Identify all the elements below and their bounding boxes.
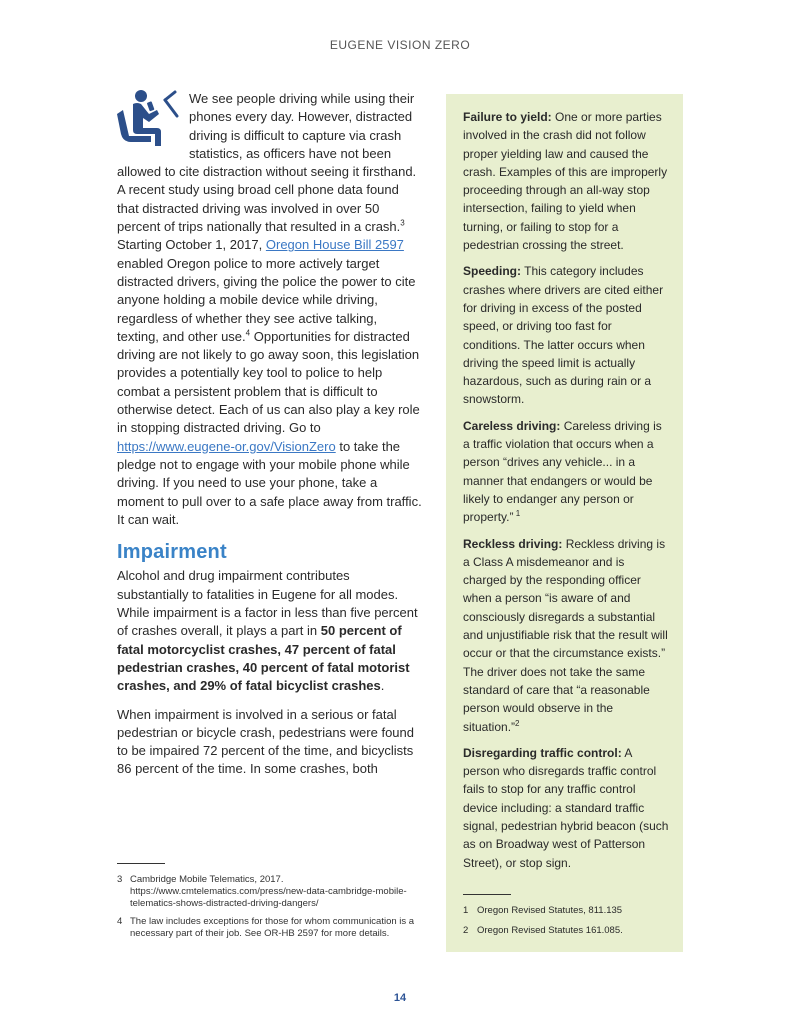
footnote-item: [117, 874, 422, 910]
footnote-divider: [463, 894, 511, 895]
impairment-heading: Impairment: [117, 541, 227, 564]
definition-term: Speeding:: [463, 264, 522, 279]
definition-text: One or more parties involved in the crash did not follow proper yielding law and caused the crash. Examples of this are improperly proceeding through an all-way stop intersection, failing to yield when turning, or failing to stop for a pedestrian crossing the street.: [463, 110, 668, 253]
text-run: Opportunities for distracted driving are not likely to go away soon, this legislation provides a potentially key tool to police to help combat a persistent problem that is difficult to otherwise detect. Each of us can also play a key role in stopping distracted driving. Go to: [117, 328, 420, 436]
text-run: to take the pledge not to engage with your mobile phone while driving. If you need to use your phone, take a moment to pull over to a safe place away from traffic. It can wait.: [117, 438, 422, 527]
footnote-number: 1: [463, 904, 469, 916]
definition-careless-driving: [463, 417, 671, 527]
distracted-driver-icon: [115, 88, 185, 150]
definition-disregarding-traffic-control: [463, 744, 671, 872]
definition-failure-to-yield: [463, 108, 671, 254]
impairment-paragraph: [117, 567, 422, 695]
footnote-text: Cambridge Mobile Telematics, 2017. https://www.cmtelematics.com/press/new-data-cambridge-mobile-telematics-shows-distracted-driving-dangers/: [130, 874, 407, 909]
text-run: We see people driving while using their phones every day. However, distracted driving is difficult to capture via crash statistics, as officers have not been allowed to cite distraction without seeing it firsthand. A recent study using broad cell phone data found that distracted driving was involved in over 50 percent of trips nationally that resulted in a crash.: [117, 91, 417, 235]
definition-reckless-driving: [463, 535, 671, 736]
footnote-text: The law includes exceptions for those for whom communication is a necessary part of their job. See OR-HB 2597 for more details.: [130, 916, 415, 939]
distracted-driving-paragraph: [117, 90, 422, 529]
footnote-divider: [117, 863, 165, 864]
footnote-ref-3[interactable]: 3: [400, 218, 405, 228]
footnote-ref-1[interactable]: 1: [513, 509, 521, 519]
footnote-text: Oregon Revised Statutes 161.085.: [477, 924, 623, 936]
vision-zero-pledge-link[interactable]: https://www.eugene-or.gov/VisionZero: [117, 438, 336, 454]
sidebar-footnotes: [463, 894, 671, 937]
definition-text: A person who disregards traffic control fails to stop for any traffic control device including: a standard traffic signal, pedestrian hybrid beacon (such as on Broadway west of Patterson Street), or stop sign.: [463, 745, 669, 870]
impairment-continued-paragraph: When impairment is involved in a serious or fatal pedestrian or bicycle crash, pedestrians were found to be impaired 72 percent of the time, and bicyclists 86 percent of the time. In some crashes, both: [117, 706, 414, 777]
text-run: Starting October 1, 2017,: [117, 237, 266, 253]
footnote-item: [117, 916, 422, 940]
definitions-sidebar: [446, 94, 683, 952]
definition-text: Careless driving is a traffic violation that occurs when a person “drives any vehicle... in a manner that endangers or would be likely to endanger any person or property.”: [463, 418, 662, 525]
footnote-text: Oregon Revised Statutes, 811.135: [477, 904, 623, 916]
definition-speeding: [463, 262, 671, 408]
footnote-item: [463, 925, 671, 937]
definition-term: Reckless driving:: [463, 536, 563, 551]
definition-text: This category includes crashes where drivers are cited either for driving in excess of the posted speed, or driving too fast for conditions. The latter occurs when driving the speed limit is actually hazardous, such as during rain or a snowstorm.: [463, 264, 664, 407]
footnote-number: 4: [117, 916, 123, 927]
footnote-item: [463, 905, 671, 917]
definition-text: Reckless driving is a Class A misdemeanor and is charged by the responding officer when a person “is aware of and consciously disregards a substantial and unjustifiable risk that the result will occur or that the circumstance exists.” The driver does not take the same standard of care that “a reasonable person would observe in the situation.”: [463, 536, 668, 734]
text-run: .: [380, 678, 385, 694]
main-column: [117, 90, 422, 789]
oregon-house-bill-link[interactable]: Oregon House Bill 2597: [265, 237, 404, 253]
definition-term: Disregarding traffic control:: [463, 745, 622, 760]
definition-term: Careless driving:: [463, 418, 561, 433]
page-number: 14: [393, 992, 407, 1004]
footnote-number: 2: [463, 924, 469, 936]
left-footnotes: [117, 863, 422, 946]
definition-term: Failure to yield:: [463, 110, 552, 124]
text-run: enabled Oregon police to more actively target distracted drivers, giving the police the power to cite anyone holding a mobile device while driving, regardless of whether they see active talking, texting, and other use.: [117, 255, 416, 344]
page-header: EUGENE VISION ZERO: [329, 38, 471, 52]
footnote-number: 3: [117, 874, 123, 885]
fatal-crash-stats: 50 percent of fatal motorcyclist crashes, 47 percent of fatal pedestrian crashes, 40 percent of fatal motorist crashes, and 29% of fatal bicyclist crashes: [117, 623, 410, 694]
text-run: Alcohol and drug impairment contributes substantially to fatalities in Eugene for all modes. While impairment is a factor in less than five percent of crashes overall, it plays a part in: [117, 568, 418, 639]
footnote-ref-4[interactable]: 4: [245, 328, 251, 338]
footnote-ref-2[interactable]: 2: [515, 718, 520, 728]
